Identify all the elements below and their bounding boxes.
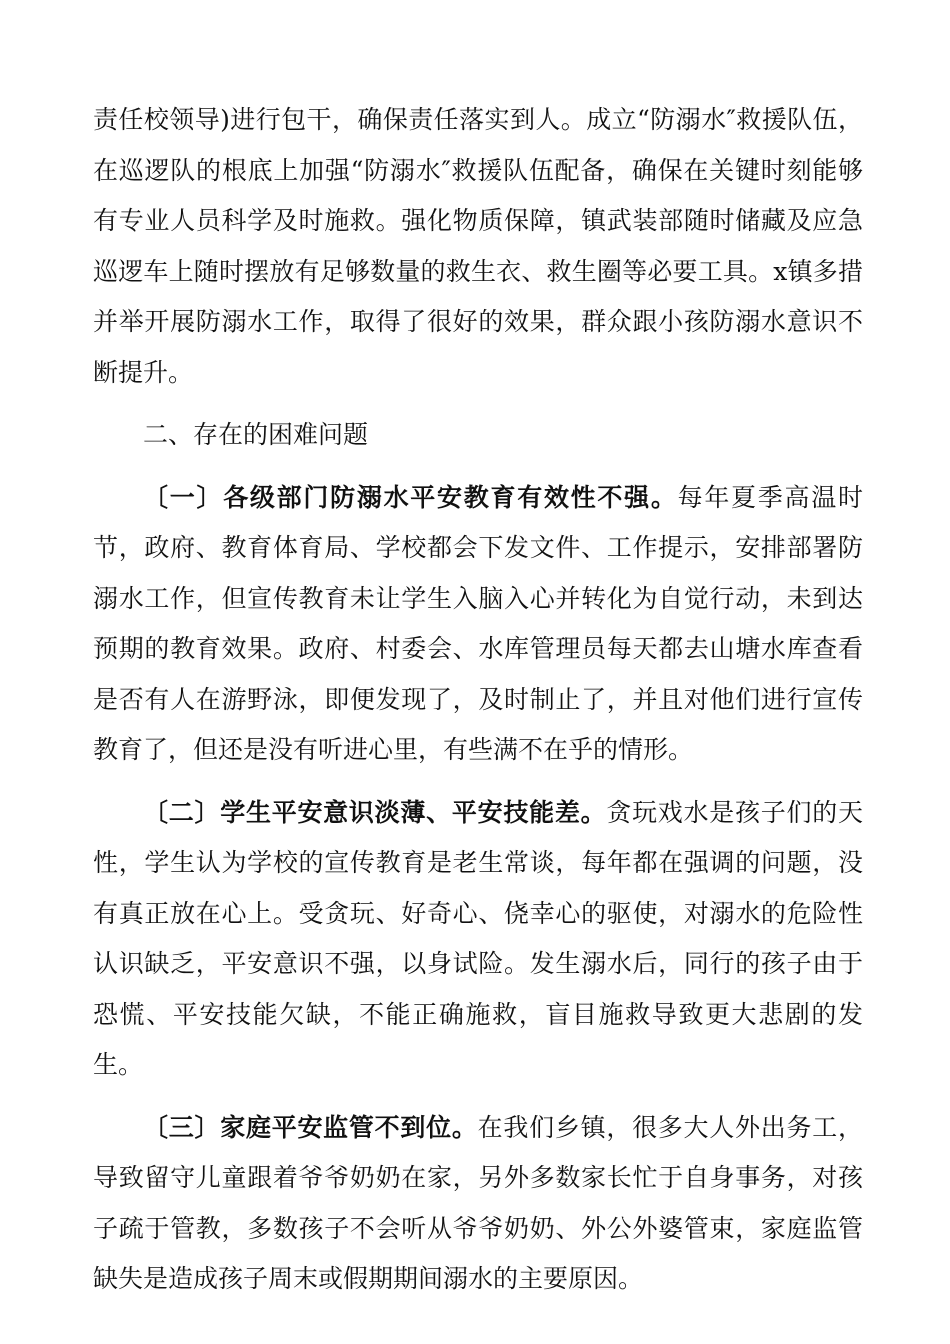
problem-item-3 xyxy=(93,1103,863,1305)
problem-item-1-body: 每年夏季高温时节，政府、教育体育局、学校都会下发文件、工作提示，安排部署防溺水工作，但宣传教育未让学生入脑入心并转化为自觉行动，未到达预期的教育效果。政府、村委会、水库管理员每天都去山塘水库查看是否有人在游野泳，即便发现了，及时制止了，并且对他们进行宣传教育了，但还是没有听进心里，有些满不在乎的情形。 xyxy=(93,482,863,764)
problem-item-3-heading: 〔三〕家庭平安监管不到位。 xyxy=(143,1112,478,1142)
problem-item-2-body: 贪玩戏水是孩子们的天性，学生认为学校的宣传教育是老生常谈，每年都在强调的问题，没有真正放在心上。受贪玩、好奇心、侥幸心的驱使，对溺水的危险性认识缺乏，平安意识不强，以身试险。发生溺水后，同行的孩子由于恐慌、平安技能欠缺，不能正确施救，盲目施救导致更大悲剧的发生。 xyxy=(93,797,863,1079)
problem-item-1-heading: 〔一〕各级部门防溺水平安教育有效性不强。 xyxy=(143,482,678,512)
document-body xyxy=(93,95,863,1305)
paragraph-continuation: 责任校领导)进行包干，确保责任落实到人。成立“防溺水″救援队伍，在巡逻队的根底上加强“防溺水″救援队伍配备，确保在关键时刻能够有专业人员科学及时施救。强化物质保障，镇武装部随时储藏及应急巡逻车上随时摆放有足够数量的救生衣、救生圈等必要工具。x镇多措并举开展防溺水工作，取得了很好的效果，群众跟小孩防溺水意识不断提升。 xyxy=(93,105,863,387)
problem-item-1 xyxy=(93,473,863,776)
section-heading: 二、存在的困难问题 xyxy=(143,420,369,449)
problem-item-3-body: 在我们乡镇，很多大人外出务工，导致留守儿童跟着爷爷奶奶在家，另外多数家长忙于自身事务，对孩子疏于管教，多数孩子不会听从爷爷奶奶、外公外婆管束，家庭监管缺失是造成孩子周末或假期期间溺水的主要原因。 xyxy=(93,1112,863,1293)
problem-item-2 xyxy=(93,788,863,1091)
problem-item-2-heading: 〔二〕学生平安意识淡薄、平安技能差。 xyxy=(143,797,607,827)
